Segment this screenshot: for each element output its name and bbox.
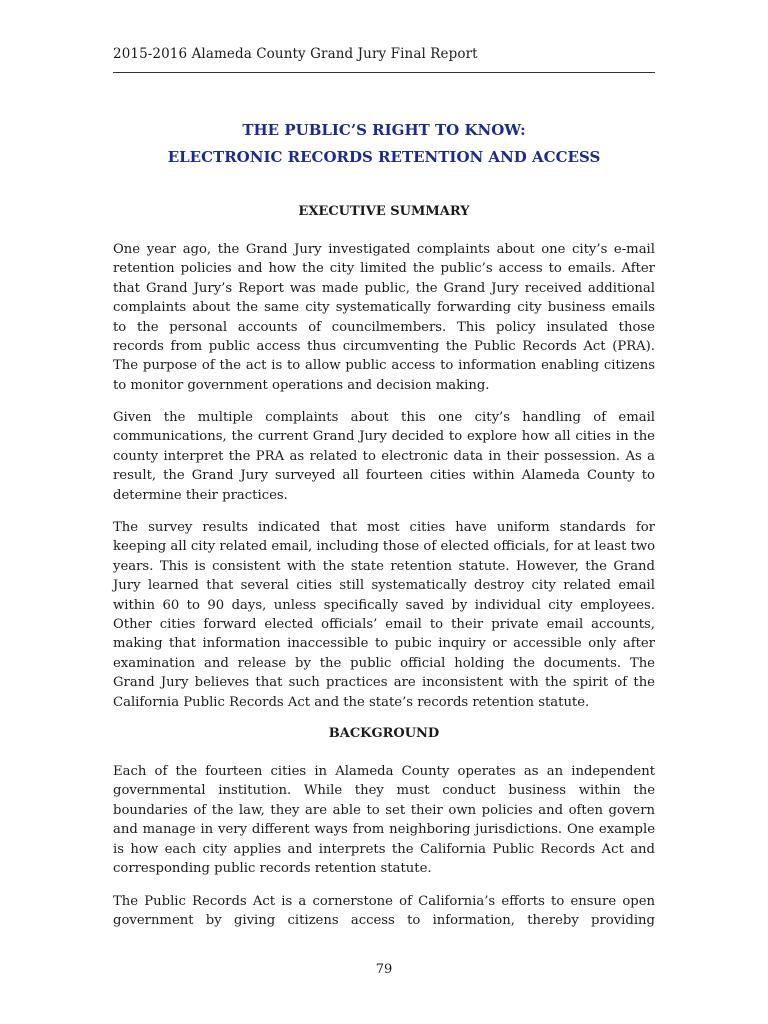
paragraph-line: within 60 to 90 days, unless specifically saved by individual city employees. — [113, 597, 655, 613]
paragraph-line: keeping all city related email, including those of elected officials, for at least two — [113, 539, 656, 555]
paragraph-line: Other cities forward elected officials’ email to their private email accounts, — [113, 617, 655, 633]
paragraph-line: result, the Grand Jury surveyed all fourteen cities within Alameda County to — [113, 468, 655, 484]
paragraph-line: boundaries of the law, they are able to set their own policies and often govern — [113, 802, 655, 818]
paragraph-line: retention policies and how the city limited the public’s access to emails. After — [113, 261, 655, 277]
executive-summary-paragraph-3 — [113, 518, 655, 712]
background-paragraph-2 — [113, 892, 655, 931]
paragraph-line: years. This is consistent with the state retention statute. However, the Grand — [113, 558, 655, 574]
title-line-2: ELECTRONIC RECORDS RETENTION AND ACCESS — [167, 148, 601, 166]
paragraph-line: Each of the fourteen cities in Alameda County operates as an independent — [113, 764, 655, 779]
paragraph-line: to monitor government operations and decision making. — [113, 377, 490, 393]
paragraph-line: The Public Records Act is a cornerstone of California’s efforts to ensure open — [113, 894, 655, 909]
paragraph-line: records from public access thus circumventing the Public Records Act (PRA). — [113, 339, 655, 355]
executive-summary-paragraph-1 — [113, 240, 655, 395]
title-line-1: THE PUBLIC’S RIGHT TO KNOW: — [242, 121, 526, 139]
executive-summary-paragraph-2 — [113, 408, 655, 505]
paragraph-line: is how each city applies and interprets the California Public Records Act and — [113, 841, 655, 857]
paragraph-line: determine their practices. — [113, 487, 288, 503]
paragraph-line: governmental institution. While they must conduct business within the — [113, 783, 655, 799]
paragraph-line: The survey results indicated that most cities have uniform standards for — [113, 520, 655, 535]
paragraph-line: communications, the current Grand Jury decided to explore how all cities in the — [113, 429, 655, 445]
paragraph-line: complaints about the same city systematically forwarding city business emails — [113, 300, 655, 316]
paragraph-line: government by giving citizens access to information, thereby providing — [113, 913, 655, 929]
paragraph-line: California Public Records Act and the state’s records retention statute. — [113, 694, 590, 710]
paragraph-line: One year ago, the Grand Jury investigated complaints about one city’s e-mail — [113, 242, 655, 257]
paragraph-line: to the personal accounts of councilmembers. This policy insulated those — [113, 319, 655, 335]
paragraph-line: Jury learned that several cities still systematically destroy city related email — [113, 578, 655, 594]
report-header-text: 2015-2016 Alameda County Grand Jury Final Report — [113, 46, 478, 62]
executive-summary-heading: EXECUTIVE SUMMARY — [298, 204, 470, 219]
background-paragraph-1 — [113, 762, 655, 878]
report-title — [113, 117, 655, 171]
paragraph-line: Given the multiple complaints about this one city’s handling of email — [113, 410, 655, 425]
page-number: 79 — [375, 962, 393, 977]
paragraph-line: The purpose of the act is to allow public access to information enabling citizens — [113, 358, 655, 374]
paragraph-line: Grand Jury believes that such practices are inconsistent with the spirit of the — [113, 675, 655, 691]
paragraph-line: corresponding public records retention statute. — [113, 861, 432, 877]
header-divider — [113, 72, 655, 73]
background-heading: BACKGROUND — [328, 726, 440, 741]
paragraph-line: examination and release by the public official holding the documents. The — [113, 655, 655, 671]
paragraph-line: county interpret the PRA as related to electronic data in their possession. As a — [113, 448, 655, 464]
paragraph-line: and manage in very different ways from neighboring jurisdictions. One example — [113, 822, 655, 838]
paragraph-line: that Grand Jury’s Report was made public, the Grand Jury received additional — [113, 280, 655, 296]
paragraph-line: making that information inaccessible to pubic inquiry or accessible only after — [113, 636, 655, 652]
